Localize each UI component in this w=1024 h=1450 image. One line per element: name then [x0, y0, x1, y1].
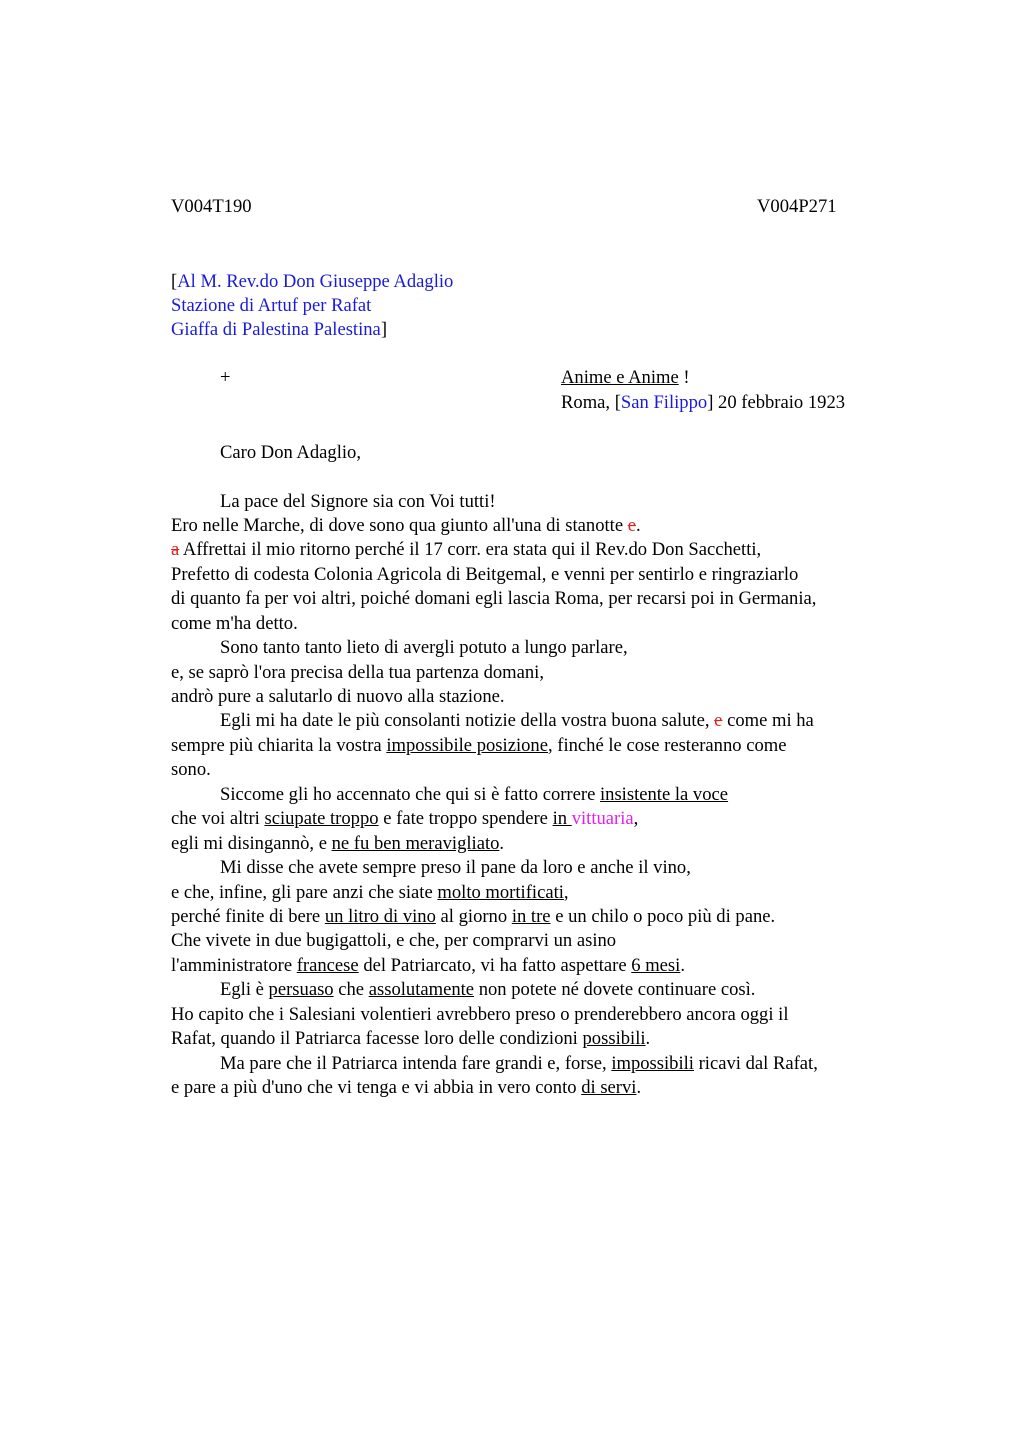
underlined-text: molto mortificati — [437, 882, 564, 903]
dateline — [561, 392, 845, 414]
address-line-3 — [171, 318, 387, 342]
body-line: andrò pure a salutarlo di nuovo alla stazione. — [171, 686, 505, 707]
deleted-char: e — [627, 515, 636, 536]
motto — [561, 367, 690, 389]
underlined-text: 6 mesi — [631, 955, 681, 976]
text-span: al giorno — [435, 906, 512, 927]
body-line — [171, 881, 569, 905]
address-recipient: Al M. Rev.do Don Giuseppe Adaglio — [177, 271, 454, 292]
address-place: Giaffa di Palestina Palestina — [171, 319, 381, 340]
text-span: che voi altri — [171, 808, 265, 829]
bracket-close: ] — [380, 319, 388, 340]
text-span: . — [635, 515, 641, 536]
motto-underlined: Anime e Anime — [561, 367, 679, 388]
text-span: Siccome gli ho accennato che qui si è fatto correre — [220, 784, 600, 805]
body-line: Che vivete in due bugigattoli, e che, per comprarvi un asino — [171, 930, 617, 951]
salutation: Caro Don Adaglio, — [220, 442, 361, 463]
bracket-open: [ — [171, 271, 178, 292]
text-span: egli mi disingannò, e — [171, 833, 332, 854]
text-span: e un chilo o poco più di pane. — [550, 906, 776, 927]
body-line — [171, 1076, 641, 1100]
text-span: . — [680, 955, 685, 976]
body-line — [171, 954, 685, 978]
body-line — [171, 514, 641, 538]
text-span: l'amministratore — [171, 955, 297, 976]
body-line: e, se saprò l'ora precisa della tua partenza domani, — [171, 662, 544, 683]
text-span: , — [563, 882, 569, 903]
body-line: Mi disse che avete sempre preso il pane da loro e anche il vino, — [220, 857, 691, 878]
text-span: . — [499, 833, 505, 854]
underlined-text: impossibili — [611, 1053, 694, 1074]
text-span: Egli mi ha date le più consolanti notizie della vostra buona salute, — [220, 710, 715, 731]
body-line — [171, 807, 638, 831]
body-line: Sono tanto tanto lieto di avergli potuto a lungo parlare, — [220, 637, 628, 658]
document-code-left: V004T190 — [171, 196, 252, 217]
underlined-text: insistente la voce — [599, 784, 729, 805]
cross-symbol: + — [220, 367, 231, 388]
text-span: Ma pare che il Patriarca intenda fare grandi e, forse, — [220, 1053, 612, 1074]
text-span: che — [333, 979, 369, 1000]
text-span: del Patriarcato, vi ha fatto aspettare — [358, 955, 632, 976]
text-span: , finché le cose resteranno come — [547, 735, 787, 756]
dateline-date: ] 20 febbraio 1923 — [707, 392, 846, 413]
underlined-text: impossibile posizione — [386, 735, 548, 756]
text-span: . — [636, 1077, 642, 1098]
underlined-text: sciupate troppo — [264, 808, 379, 829]
address-line-1 — [171, 270, 453, 294]
body-line: La pace del Signore sia con Voi tutti! — [220, 491, 496, 512]
underlined-text: un litro di vino — [324, 906, 436, 927]
body-line — [220, 783, 728, 807]
body-line: di quanto fa per voi altri, poiché domani egli lascia Roma, per recarsi poi in Germania, — [171, 588, 817, 609]
underlined-text: persuaso — [268, 979, 334, 1000]
text-span: e pare a più d'uno che vi tenga e vi abbia in vero conto — [171, 1077, 582, 1098]
text-span: Affrettai il mio ritorno perché il 17 corr. era stata qui il Rev.do Don Sacchetti, — [179, 539, 762, 560]
body-line — [220, 709, 814, 733]
body-line — [171, 734, 786, 758]
body-line — [220, 1052, 818, 1076]
body-line — [171, 1027, 650, 1051]
motto-exclamation: ! — [678, 367, 690, 388]
text-span: sempre più chiarita la vostra — [171, 735, 387, 756]
address-line-2: Stazione di Artuf per Rafat — [171, 295, 372, 316]
text-span: e che, infine, gli pare anzi che siate — [171, 882, 438, 903]
text-span: perché finite di bere — [171, 906, 325, 927]
body-line — [220, 978, 755, 1002]
document-code-right: V004P271 — [757, 196, 837, 217]
body-line — [171, 538, 761, 562]
body-line — [171, 905, 775, 929]
deleted-char: a — [171, 539, 180, 560]
body-line: come m'ha detto. — [171, 613, 298, 634]
deleted-char: e — [714, 710, 723, 731]
underlined-text: in tre — [511, 906, 551, 927]
text-span: Egli è — [220, 979, 269, 1000]
text-span: Rafat, quando il Patriarca facesse loro delle condizioni — [171, 1028, 583, 1049]
underlined-text: in — [552, 808, 572, 829]
dateline-place: San Filippo — [620, 392, 708, 413]
text-span: e fate troppo spendere — [378, 808, 553, 829]
highlighted-word: vittuaria — [571, 808, 634, 829]
body-line: Prefetto di codesta Colonia Agricola di Beitgemal, e venni per sentirlo e ringraziarlo — [171, 564, 799, 585]
body-line — [171, 832, 504, 856]
underlined-text: francese — [296, 955, 359, 976]
underlined-text: ne fu ben meravigliato — [331, 833, 500, 854]
text-span: Ero nelle Marche, di dove sono qua giunto all'una di stanotte — [171, 515, 628, 536]
underlined-text: possibili — [582, 1028, 646, 1049]
text-span: come mi ha — [722, 710, 814, 731]
text-span: , — [633, 808, 639, 829]
text-span: . — [645, 1028, 651, 1049]
underlined-text: di servi — [581, 1077, 637, 1098]
text-span: non potete né dovete continuare così. — [474, 979, 756, 1000]
body-line: Ho capito che i Salesiani volentieri avrebbero preso o prenderebbero ancora oggi il — [171, 1004, 789, 1025]
body-line: sono. — [171, 759, 211, 780]
dateline-city: Roma, [ — [561, 392, 621, 413]
underlined-text: assolutamente — [368, 979, 475, 1000]
text-span: ricavi dal Rafat, — [693, 1053, 818, 1074]
